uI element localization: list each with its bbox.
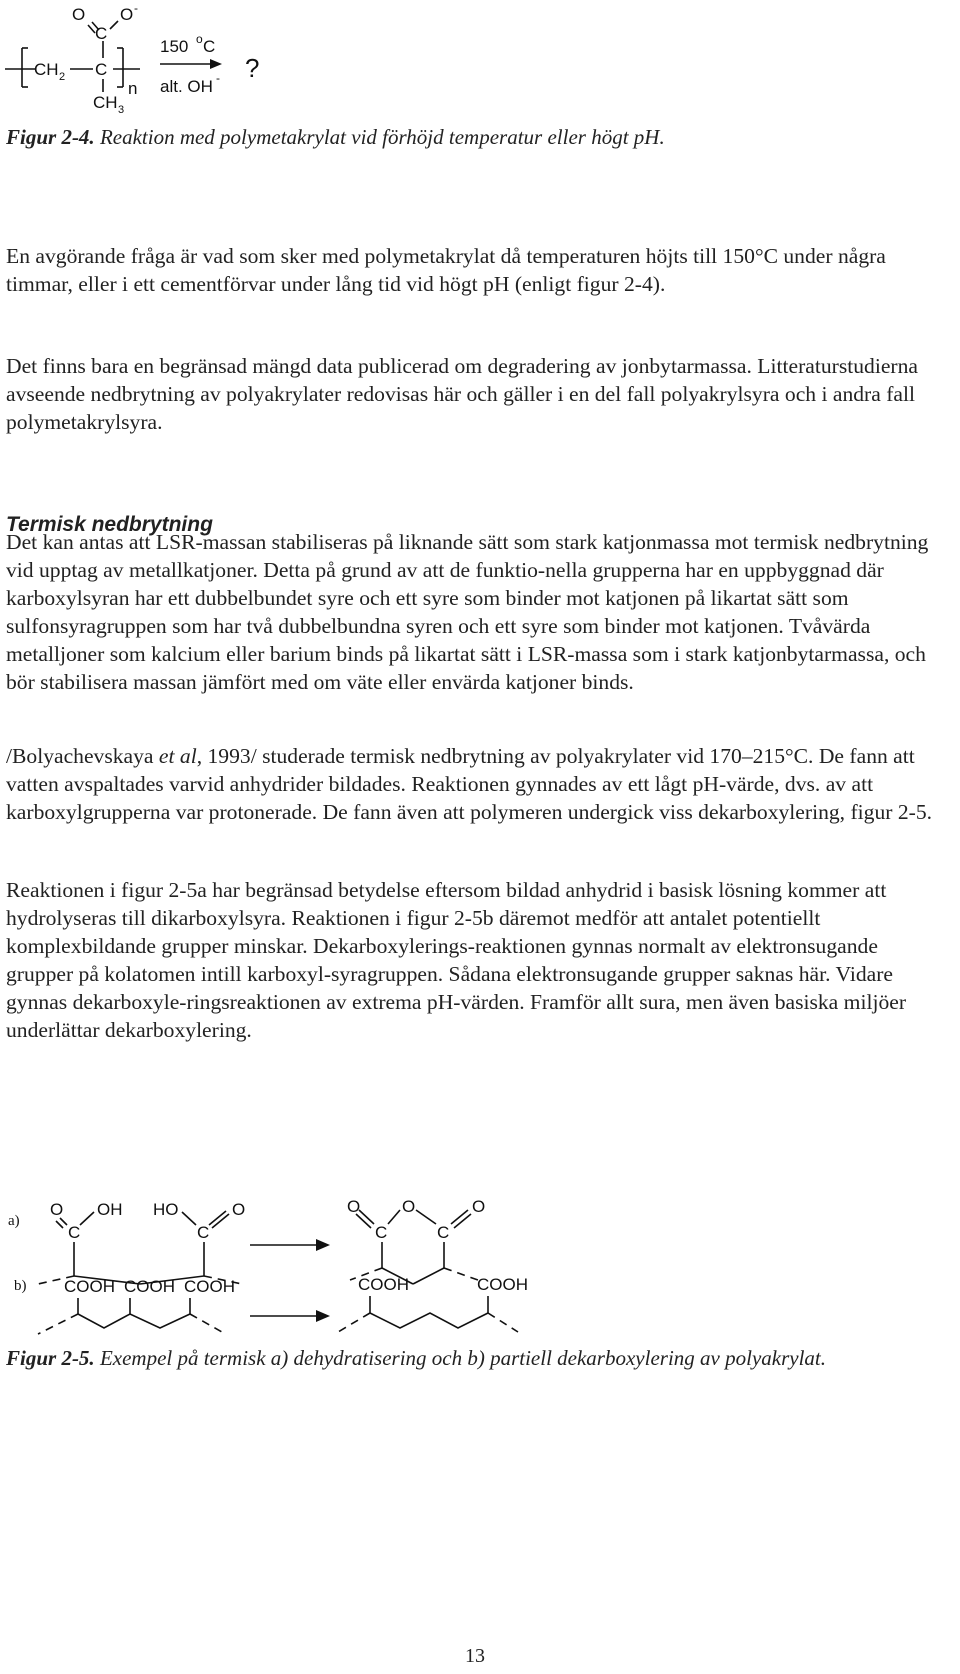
part-b-label: b) bbox=[14, 1278, 27, 1294]
figure-2-5-caption bbox=[6, 1346, 826, 1371]
b-reactant-chain bbox=[38, 1298, 222, 1334]
paragraph-4-rest: , 1993/ studerade termisk nedbrytning av polyakrylater vid 170–215°C. De fann att vatten avspaltades varvid anhydrider bildades. Reaktionen gynnades av ett lågt pH-värde, dvs. av att karboxylgrupperna var protonerade. De fann även att polymeren undergick viss dekarboxylering, figur 2-5. bbox=[6, 744, 933, 824]
part-a-label: a) bbox=[8, 1213, 20, 1229]
b-product-cooh-2: COOH bbox=[477, 1275, 528, 1294]
a-carbon-1: C bbox=[68, 1223, 81, 1242]
a-oxygen-2: O bbox=[232, 1200, 246, 1219]
caption-label-2-5: Figur 2-5. bbox=[6, 1346, 95, 1370]
a-product-carbon-1: C bbox=[375, 1223, 388, 1242]
alt-oh-label: alt. OH bbox=[160, 77, 213, 96]
carbonyl-carbon-label: C bbox=[95, 24, 108, 43]
ch3-subscript: 3 bbox=[118, 104, 125, 116]
a-product-carbon-2: C bbox=[437, 1223, 450, 1242]
minus-sign: - bbox=[134, 1, 138, 15]
b-cooh-2: COOH bbox=[124, 1277, 175, 1296]
a-reactant-bonds bbox=[38, 1211, 242, 1284]
paragraph-4-start: /Bolyachevskaya bbox=[6, 744, 159, 768]
a-hydroxyl-2: HO bbox=[153, 1200, 179, 1219]
degree-symbol: o bbox=[196, 32, 203, 46]
ch2-subscript: 2 bbox=[59, 71, 66, 83]
repeat-n-label: n bbox=[128, 79, 138, 98]
a-carbon-2: C bbox=[197, 1223, 210, 1242]
ch3-label: CH bbox=[93, 93, 118, 112]
b-cooh-3: COOH bbox=[184, 1277, 235, 1296]
oxygen-minus-label: O bbox=[120, 5, 134, 24]
paragraph-5: Reaktionen i figur 2-5a har begränsad betydelse eftersom bildad anhydrid i basisk lösning kommer att hydrolyseras till dikarboxylsyra. Reaktionen i figur 2-5b däremot medför att antalet potentiellt komplexbildande grupper minskar. Dekarboxylerings-reaktionen gynnas normalt av elektronsugande grupper på kolatomen intill karboxyl-syragruppen. Sådana elektronsugande grupper saknas här. Vidare gynnas dekarboxyle-ringsreaktionen av extrema pH-värden. Framför allt sura, men även basiska miljöer underlättar dekarboxylering. bbox=[6, 878, 907, 1042]
a-product-oxygen-1: O bbox=[347, 1197, 361, 1216]
page-number: 13 bbox=[465, 1645, 485, 1667]
unknown-product-question: ? bbox=[245, 53, 260, 83]
paragraph-2: Det finns bara en begränsad mängd data publicerad om degradering av jonbytarmassa. Litteraturstudierna avseende nedbrytning av polyakrylater redovisas här och gäller i en del fall polyakrylsyra och i andra fall polymetakrylsyra. bbox=[6, 354, 918, 434]
a-oxygen-1: O bbox=[50, 1200, 64, 1219]
figure-2-4-reaction-diagram bbox=[0, 0, 320, 125]
reaction-arrow-icon bbox=[160, 59, 222, 69]
reaction-arrow-a-icon bbox=[250, 1239, 330, 1251]
a-product-oxygen-bridge: O bbox=[402, 1197, 416, 1216]
figure-2-5-reaction-diagram bbox=[0, 1180, 960, 1365]
et-al-text: et al bbox=[158, 744, 197, 768]
paragraph-3: Det kan antas att LSR-massan stabiliseras på liknande sätt som stark katjonmassa mot termisk nedbrytning vid upptag av metallkatjoner. Detta på grund av att de funktio-nella grupperna har en uppbyggnad där karboxylsyran har ett dubbelbundet syre och ett syre som binder mot katjonen på likartat sätt som sulfonsyragruppen som har två dubbelbundna syren och ett syre som binder mot katjonen. Tvåvärda metalljoner som kalcium eller barium binds på likartat sätt i LSR-massa som i stark katjonbytarmassa, och bör stabilisera massan jämfört med om väte eller envärda katjoner binds. bbox=[6, 530, 929, 694]
b-product-chain bbox=[338, 1296, 518, 1332]
reaction-arrow-b-icon bbox=[250, 1310, 330, 1322]
caption-text-2-5: Exempel på termisk a) dehydratisering och b) partiell dekarboxylering av polyakrylat. bbox=[99, 1346, 826, 1370]
figure-2-4-caption bbox=[6, 125, 665, 150]
a-hydroxyl: OH bbox=[97, 1200, 123, 1219]
caption-label: Figur 2-4. bbox=[6, 125, 95, 149]
ch2-label: CH bbox=[34, 60, 59, 79]
temperature-label: 150 bbox=[160, 37, 189, 56]
b-product-cooh-1: COOH bbox=[358, 1275, 409, 1294]
paragraph-1: En avgörande fråga är vad som sker med polymetakrylat då temperaturen höjts till 150°C under några timmar, eller i ett cementförvar under lång tid vid högt pH (enligt figur 2-4). bbox=[6, 244, 886, 296]
a-product-oxygen-3: O bbox=[472, 1197, 486, 1216]
bonds bbox=[70, 21, 118, 92]
paragraph-4 bbox=[6, 742, 946, 826]
alt-oh-superscript: - bbox=[216, 71, 220, 85]
polymer-bracket-left bbox=[5, 48, 35, 87]
caption-text: Reaktion med polymetakrylat vid förhöjd temperatur eller högt pH. bbox=[99, 125, 665, 149]
oxygen-top-label: O bbox=[72, 5, 86, 24]
a-product-bonds bbox=[350, 1210, 478, 1284]
main-carbon-label: C bbox=[95, 60, 108, 79]
temperature-unit: C bbox=[203, 37, 216, 56]
b-cooh-1: COOH bbox=[64, 1277, 115, 1296]
section-heading: Termisk nedbrytning bbox=[6, 513, 213, 536]
